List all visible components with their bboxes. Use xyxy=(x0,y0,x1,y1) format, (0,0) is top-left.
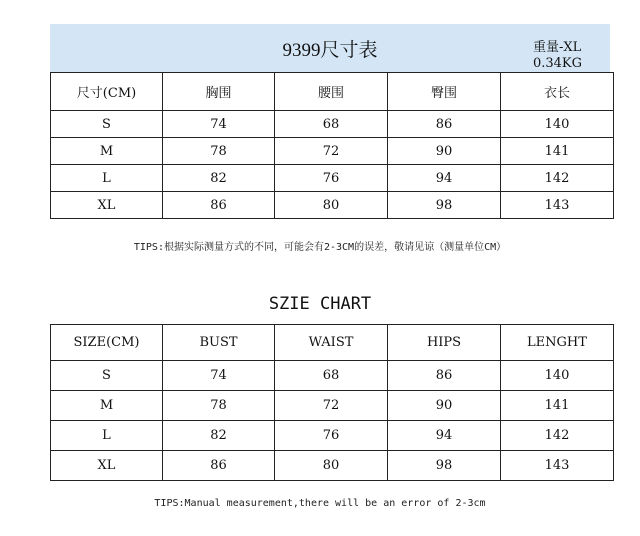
header-cell: HIPS xyxy=(388,325,501,361)
header-cell: 臀围 xyxy=(388,73,501,111)
size-cell: S xyxy=(51,111,163,138)
size-cell: XL xyxy=(51,192,163,219)
size-cell: M xyxy=(51,138,163,165)
value-cell: 78 xyxy=(163,138,275,165)
size-chart-title: SZIE CHART xyxy=(268,294,372,314)
size-cell: L xyxy=(51,421,163,451)
value-cell: 98 xyxy=(388,192,501,219)
size-cell: S xyxy=(51,361,163,391)
measurement-tips-cn: TIPS:根据实际测量方式的不同，可能会有2-3CM的误差，敬请见谅（测量单位CM） xyxy=(133,242,507,253)
value-cell: 86 xyxy=(388,361,501,391)
table-header-row xyxy=(51,325,614,361)
value-cell: 86 xyxy=(163,192,275,219)
header-cell: 尺寸(CM) xyxy=(51,73,163,111)
value-cell: 68 xyxy=(275,111,388,138)
value-cell: 142 xyxy=(501,421,614,451)
value-cell: 80 xyxy=(275,451,388,481)
table-row xyxy=(51,451,614,481)
value-cell: 94 xyxy=(388,165,501,192)
measurement-tips-en: TIPS:Manual measurement,there will be an error of 2-3cm xyxy=(154,498,486,509)
value-cell: 141 xyxy=(501,138,614,165)
value-cell: 80 xyxy=(275,192,388,219)
value-cell: 68 xyxy=(275,361,388,391)
value-cell: 86 xyxy=(388,111,501,138)
page-title: 9399尺寸表 xyxy=(282,40,378,61)
table-header-row xyxy=(51,73,614,111)
header-cell: LENGHT xyxy=(501,325,614,361)
value-cell: 86 xyxy=(163,451,275,481)
weight-info xyxy=(533,40,582,72)
value-cell: 143 xyxy=(501,451,614,481)
value-cell: 142 xyxy=(501,165,614,192)
header-cell: BUST xyxy=(163,325,275,361)
size-chart-header xyxy=(50,24,610,72)
size-cell: M xyxy=(51,391,163,421)
table-row xyxy=(51,111,614,138)
header-cell: SIZE(CM) xyxy=(51,325,163,361)
value-cell: 90 xyxy=(388,391,501,421)
weight-value: 0.34KG xyxy=(532,56,582,71)
value-cell: 74 xyxy=(163,361,275,391)
value-cell: 141 xyxy=(501,391,614,421)
table-row xyxy=(51,138,614,165)
value-cell: 143 xyxy=(501,192,614,219)
value-cell: 76 xyxy=(275,165,388,192)
table-row xyxy=(51,192,614,219)
size-cell: L xyxy=(51,165,163,192)
value-cell: 94 xyxy=(388,421,501,451)
table-row xyxy=(51,165,614,192)
value-cell: 140 xyxy=(501,111,614,138)
weight-label: 重量-XL xyxy=(532,40,582,55)
value-cell: 74 xyxy=(163,111,275,138)
table-row xyxy=(51,391,614,421)
value-cell: 82 xyxy=(163,165,275,192)
value-cell: 76 xyxy=(275,421,388,451)
size-table-en xyxy=(50,324,614,481)
value-cell: 90 xyxy=(388,138,501,165)
header-cell: 衣长 xyxy=(501,73,614,111)
value-cell: 72 xyxy=(275,138,388,165)
table-row xyxy=(51,361,614,391)
value-cell: 98 xyxy=(388,451,501,481)
header-cell: WAIST xyxy=(275,325,388,361)
table-row xyxy=(51,421,614,451)
size-table-cn xyxy=(50,72,614,219)
value-cell: 140 xyxy=(501,361,614,391)
value-cell: 78 xyxy=(163,391,275,421)
header-cell: 胸围 xyxy=(163,73,275,111)
size-cell: XL xyxy=(51,451,163,481)
header-cell: 腰围 xyxy=(275,73,388,111)
value-cell: 82 xyxy=(163,421,275,451)
value-cell: 72 xyxy=(275,391,388,421)
